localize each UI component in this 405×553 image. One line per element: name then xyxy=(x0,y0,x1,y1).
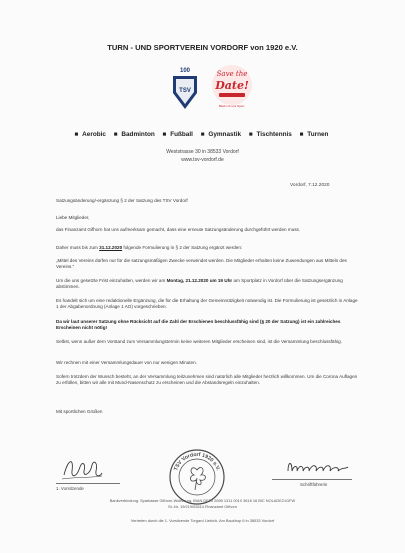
sport-item: ■ Fußball xyxy=(162,131,193,138)
save-the-date-badge xyxy=(210,60,254,114)
paragraph-4: Um die uns gesetzte Frist einzuhalten, werden wir am Montag, 21.12.2020 um 19 Uhr am Sportplatz in Vordorf über die Satzungsergänzung abstimmen. xyxy=(56,278,343,290)
letter-salutation: Liebe Mitglieder, xyxy=(56,215,90,220)
letter-date: Vordorf, 7.12.2020 xyxy=(290,183,330,188)
sport-item: ■ Aerobic xyxy=(74,131,106,138)
footer-bank: Bankverbindung: Sparkasse Gifhorn-Wolfsburg, IBAN DE25 2695 1311 0010 3618 16 BIC NOLADE21GFW xyxy=(109,498,296,503)
club-address: Weststrasse 30 in 38533 Vordorf xyxy=(166,149,239,155)
letter-subject: Satzungsänderung/-ergänzung § 2 der Satzung des TSV Vordorf xyxy=(56,198,188,203)
sport-item: ■ Badminton xyxy=(113,131,155,138)
club-logo-icon xyxy=(168,65,202,111)
signature-label-left: 1. Vorsitzende xyxy=(56,486,84,491)
paragraph-2: Daher muss bis zum 31.12.2020 folgende Formulierung in § 2 der Satzung ergänzt werden: xyxy=(56,245,243,250)
paragraph-6-bold: Da wir laut unserer Satzung ohne Rücksicht auf die Zahl der Erschienen beschlussfähig sind (§ 20 der Satzung) ist ein zahlreiches Erscheinen nicht nötig! xyxy=(56,319,341,331)
svg-text:Date!: Date! xyxy=(215,79,249,92)
meeting-date: Montag, 21.12.2020 um 19 Uhr xyxy=(166,278,233,283)
deadline-date: 31.12.2020 xyxy=(99,245,123,250)
paragraph-8: Wir rechnen mit einer Versammlungsdauer von nur wenigen Minuten. xyxy=(56,360,197,365)
svg-text:TSV Vordorf 1920 e.V.: TSV Vordorf 1920 e.V. xyxy=(173,451,221,472)
signature-left xyxy=(60,455,104,483)
footer-represented: Vertreten durch die 1. Vorsitzende Torgard Liebich, Am Baukhop 6 in 38533 Vordorf xyxy=(130,518,275,523)
logo-text: TSV xyxy=(179,88,191,94)
club-title: TURN - UND SPORTVEREIN VORDORF von 1920 e.V. xyxy=(107,43,298,52)
letter-closing: Mit sportlichen Grüßen xyxy=(56,409,103,414)
signature-line-left xyxy=(56,483,120,484)
svg-text:Bleib mit uns Sport.: Bleib mit uns Sport. xyxy=(218,104,246,108)
paragraph-3-quote: „Mittel des Vereins dürfen nur für die satzungsmäßigen Zwecke verwendet werden. Die Mitglieder erhalten keine Zuwendungen aus Mitteln des Vereins.“ xyxy=(56,258,347,270)
signature-label-right: Schriftführerin xyxy=(300,482,328,487)
paragraph-1: das Finanzamt Gifhorn hat uns aufmerksam gemacht, dass eine erneute Satzungsänderung durchgeführt werden muss. xyxy=(56,227,301,232)
club-website[interactable]: www.tsv-vordorf.de xyxy=(181,157,224,163)
svg-text:Save the: Save the xyxy=(216,70,248,78)
footer-tax: St.-Nr. 19/219/02814 Finanzamt Gifhorn xyxy=(168,504,237,509)
logo-year: 100 xyxy=(179,68,191,74)
paragraph-7: Selbst, wenn außer dem Vorstand zum Versammlungstermin keine weiteren Mitglieder erscheinen sind, ist die Versammlung beschlussfähig. xyxy=(56,339,342,344)
signature-right xyxy=(282,457,352,477)
sports-list xyxy=(0,131,405,138)
sport-item: ■ Tischtennis xyxy=(248,131,292,138)
paragraph-9: Sofern trotzdem der Wunsch besteht, an der Versammlung teilzunehmen sind natürlich alle Mitglieder herzlich willkommen. Um die Corona Auflagen zu erfüllen, bitten wir alle mit Mund-Nasenschutz zu erscheinen und die Abstandsregeln einzuhalten. xyxy=(56,374,358,386)
paragraph-5: Es handelt sich um eine redaktionelle Ergänzung, die für die Erhaltung der Gemeinnützigkeit notwendig ist. Die Formulierung ist gesetzlich in Anlage 1 der Abgabenordnung (Anlage 1 AO) vorgeschrieben. xyxy=(56,298,358,310)
sport-item: ■ Gymnastik xyxy=(200,131,242,138)
signature-line-right xyxy=(272,479,352,480)
sport-item: ■ Turnen xyxy=(299,131,329,138)
